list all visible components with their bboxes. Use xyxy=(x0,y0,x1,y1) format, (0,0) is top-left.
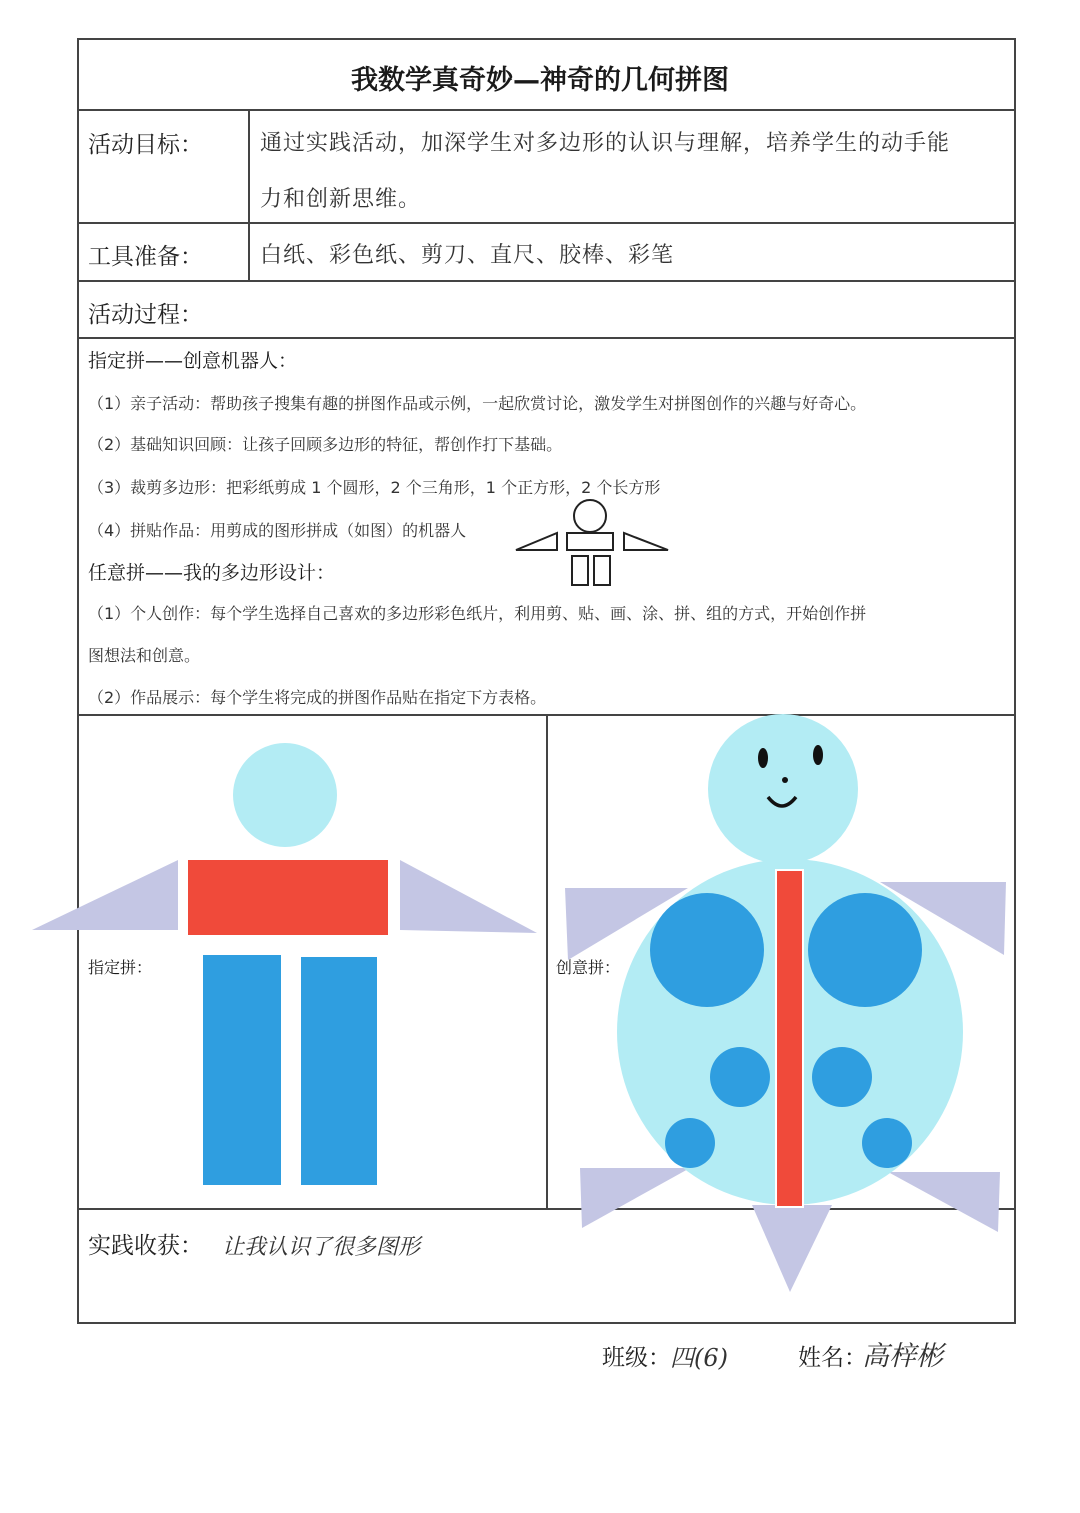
name-value: 高梓彬 xyxy=(862,1341,943,1372)
tools-label: 工具准备： xyxy=(88,244,203,270)
class-value: 四(6) xyxy=(670,1344,728,1372)
process-label: 活动过程： xyxy=(88,302,203,328)
name-label: 姓名： xyxy=(798,1345,867,1371)
designated-work-label: 指定拼： xyxy=(88,958,153,977)
goal-text-line2: 力和创新思维。 xyxy=(260,187,422,212)
harvest-label: 实践收获： xyxy=(88,1233,203,1259)
creative-mid-dot-right xyxy=(812,1047,872,1107)
creative-right-eye xyxy=(813,745,823,765)
step1-3: （3）裁剪多边形：把彩纸剪成 1 个圆形，2 个三角形，1 个正方形，2 个长方形 xyxy=(88,478,661,497)
creative-center-stripe xyxy=(776,870,803,1207)
creative-big-dot-left xyxy=(650,893,764,1007)
step1-4: （4）拼贴作品：用剪成的图形拼成（如图）的机器人 xyxy=(88,521,467,540)
step2-2: （2）作品展示：每个学生将完成的拼图作品贴在指定下方表格。 xyxy=(88,688,547,707)
creative-left-eye xyxy=(758,748,768,768)
step1-1: （1）亲子活动：帮助孩子搜集有趣的拼图作品或示例，一起欣赏讨论，激发学生对拼图创作的兴趣与好奇心。 xyxy=(88,394,867,413)
tools-value: 白纸、彩色纸、剪刀、直尺、胶棒、彩笔 xyxy=(260,243,675,268)
creative-bottom-right-triangle xyxy=(888,1172,1000,1232)
creative-big-dot-right xyxy=(808,893,922,1007)
class-label: 班级： xyxy=(602,1345,671,1371)
step2-1-line1: （1）个人创作：每个学生选择自己喜欢的多边形彩色纸片，利用剪、贴、画、涂、拼、组的方式，开始创作拼 xyxy=(88,604,867,623)
section2-title: 任意拼——我的多边形设计： xyxy=(88,562,336,584)
creative-small-dot-left xyxy=(665,1118,715,1168)
goal-text-line1: 通过实践活动，加深学生对多边形的认识与理解，培养学生的动手能 xyxy=(260,131,951,156)
creative-work-label: 创意拼： xyxy=(556,958,621,977)
step2-1-line2: 图想法和创意。 xyxy=(88,646,201,665)
creative-head-circle xyxy=(708,714,858,864)
creative-bottom-left-triangle xyxy=(580,1168,690,1228)
harvest-answer: 让我认识了很多图形 xyxy=(222,1235,421,1260)
creative-mid-dot-left xyxy=(710,1047,770,1107)
page-title: 我数学真奇妙—神奇的几何拼图 xyxy=(351,65,729,96)
section1-title: 指定拼——创意机器人： xyxy=(88,350,298,372)
creative-tail-triangle xyxy=(752,1205,832,1292)
goal-label: 活动目标： xyxy=(88,132,203,158)
step1-2: （2）基础知识回顾：让孩子回顾多边形的特征，帮创作打下基础。 xyxy=(88,435,563,454)
creative-small-dot-right xyxy=(862,1118,912,1168)
creative-nose xyxy=(782,777,788,783)
